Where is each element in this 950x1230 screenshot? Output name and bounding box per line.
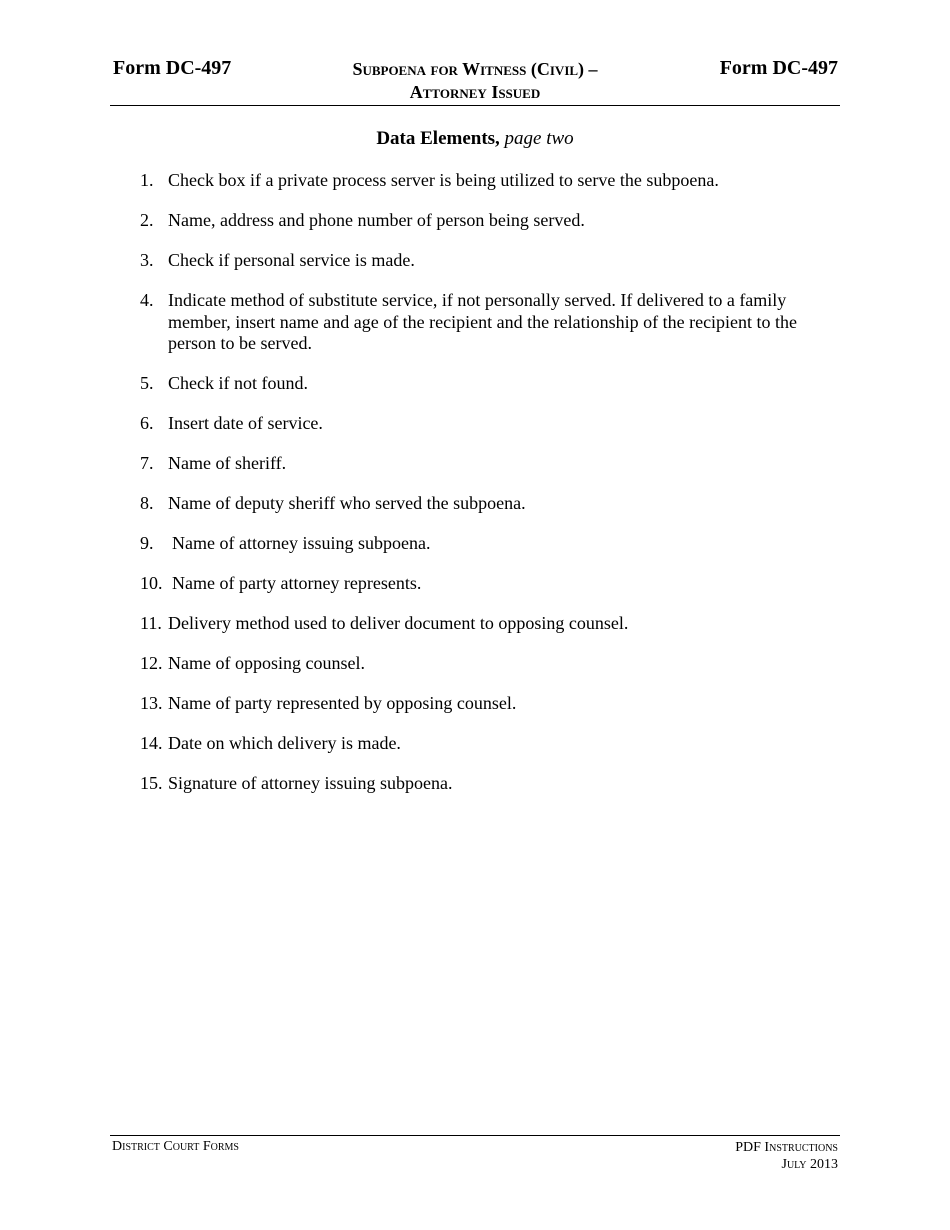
- list-item-text: Signature of attorney issuing subpoena.: [168, 773, 453, 793]
- list-item-number: 7.: [140, 453, 154, 473]
- footer-info: [735, 1139, 838, 1173]
- footer-doc-type: PDF Instructions: [735, 1140, 838, 1155]
- list-item: [140, 250, 830, 272]
- data-elements-list: [140, 170, 830, 813]
- list-item-text: Insert date of service.: [168, 413, 323, 433]
- section-heading-bold: Data Elements,: [376, 128, 500, 149]
- list-item-text: Check box if a private process server is being utilized to serve the subpoena.: [168, 170, 719, 190]
- section-heading: [0, 128, 950, 150]
- list-item: [140, 453, 830, 475]
- list-item-text: Name of deputy sheriff who served the subpoena.: [168, 493, 526, 513]
- list-item-text: Indicate method of substitute service, if not personally served. If delivered to a family member, insert name and age of the recipient and the relationship of the recipient to the person to be served.: [168, 290, 798, 353]
- list-item-number: 2.: [140, 210, 154, 230]
- list-item: [140, 290, 830, 355]
- list-item-number: 11.: [140, 613, 162, 633]
- section-heading-italic: page two: [504, 128, 574, 149]
- list-item-number: 12.: [140, 653, 163, 673]
- page-header: [110, 52, 840, 106]
- list-item-text: Name of party represented by opposing counsel.: [168, 693, 517, 713]
- list-item-text: Name of party attorney represents.: [172, 573, 422, 593]
- page-footer: [110, 1135, 840, 1172]
- form-number-left: Form DC-497: [113, 57, 232, 79]
- footer-date: July 2013: [781, 1157, 838, 1172]
- list-item-text: Name of sheriff.: [168, 453, 287, 473]
- list-item-number: 1.: [140, 170, 154, 190]
- list-item-text: Date on which delivery is made.: [168, 733, 401, 753]
- form-title-line1: Subpoena for Witness (Civil) –: [352, 59, 598, 79]
- list-item-number: 6.: [140, 413, 154, 433]
- list-item-number: 3.: [140, 250, 154, 270]
- list-item-number: 15.: [140, 773, 163, 793]
- list-item: [140, 413, 830, 435]
- list-item: [140, 653, 830, 675]
- list-item: [140, 493, 830, 515]
- list-item-number: 14.: [140, 733, 163, 753]
- list-item-number: 4.: [140, 290, 154, 310]
- list-item: [140, 210, 830, 232]
- list-item: [140, 170, 830, 192]
- list-item-text: Name, address and phone number of person being served.: [168, 210, 585, 230]
- list-item-text: Delivery method used to deliver document to opposing counsel.: [168, 613, 629, 633]
- list-item-number: 10.: [140, 573, 163, 593]
- list-item-text: Name of attorney issuing subpoena.: [172, 533, 431, 553]
- list-item: [140, 693, 830, 715]
- form-title: [260, 58, 690, 104]
- list-item: [140, 773, 830, 795]
- list-item-text: Name of opposing counsel.: [168, 653, 365, 673]
- list-item-number: 9.: [140, 533, 154, 553]
- list-item: [140, 733, 830, 755]
- list-item: [140, 573, 830, 595]
- footer-source: District Court Forms: [112, 1139, 239, 1154]
- form-number-right: Form DC-497: [719, 57, 838, 79]
- list-item-number: 5.: [140, 373, 154, 393]
- list-item: [140, 373, 830, 395]
- list-item-number: 8.: [140, 493, 154, 513]
- list-item-number: 13.: [140, 693, 163, 713]
- list-item: [140, 613, 830, 635]
- list-item: [140, 533, 830, 555]
- form-title-line2: Attorney Issued: [409, 82, 541, 102]
- list-item-text: Check if personal service is made.: [168, 250, 415, 270]
- list-item-text: Check if not found.: [168, 373, 308, 393]
